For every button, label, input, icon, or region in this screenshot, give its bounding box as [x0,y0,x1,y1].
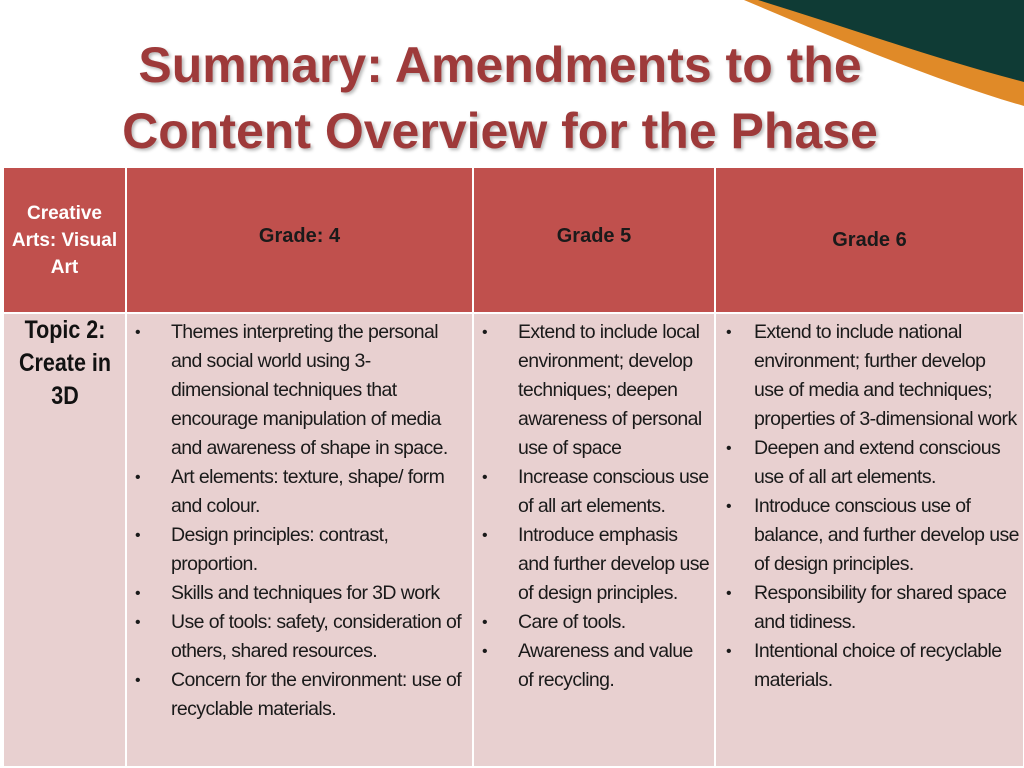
list-item [135,318,468,463]
bullet-icon: • [726,324,732,341]
bullet-icon: • [482,643,488,660]
bullet-icon: • [726,440,732,457]
bullet-icon: • [135,527,141,544]
bullet-icon: • [726,498,732,515]
list-item [726,579,1019,637]
list-item-text: Extend to include local environment; develop techniques; deepen awareness of personal use of space [518,321,702,459]
title-line-2: Content Overview for the Phase [122,103,878,159]
list-item-text: Design principles: contrast, proportion. [171,524,389,575]
list-item-text: Themes interpreting the personal and social world using 3-dimensional techniques that encourage manipulation of media and awareness of shape in space. [171,321,448,459]
subject-label: Creative Arts: Visual Art [11,202,118,278]
title-line-1: Summary: Amendments to the [138,37,862,93]
topic-label: Topic 2: Create in 3D [18,316,111,410]
grade-6-header [715,167,1024,313]
corner-header-cell [3,167,126,313]
list-item [726,637,1019,695]
bullet-icon: • [135,585,141,602]
grade-4-label: Grade: 4 [258,224,341,247]
bullet-icon: • [726,585,732,602]
content-overview-table [2,166,1024,768]
list-item [482,318,712,463]
list-item [726,318,1019,434]
bullet-icon: • [482,324,488,341]
topic-cell [3,313,126,767]
table-header-row [3,167,1024,313]
list-item [726,492,1019,579]
bullet-icon: • [482,614,488,631]
list-item [135,666,468,724]
bullet-icon: • [482,527,488,544]
list-item [135,463,468,521]
table-body-row [3,313,1024,767]
grade-6-label: Grade 6 [832,228,907,251]
bullet-icon: • [135,324,141,341]
list-item [135,579,468,608]
list-item-text: Deepen and extend conscious use of all art elements. [754,437,1001,488]
list-item-text: Introduce conscious use of balance, and further develop use of design principles. [754,495,1019,575]
grade-6-list [716,314,1023,695]
list-item-text: Intentional choice of recyclable materials. [754,640,1002,691]
grade-5-content-cell [473,313,715,767]
list-item-text: Use of tools: safety, consideration of others, shared resources. [171,611,462,662]
list-item [135,608,468,666]
list-item-text: Concern for the environment: use of recyclable materials. [171,669,462,720]
list-item-text: Art elements: texture, shape/ form and colour. [171,466,445,517]
bullet-icon: • [135,672,141,689]
list-item [482,637,712,695]
grade-6-content-cell [715,313,1024,767]
grade-4-content-cell [126,313,473,767]
list-item-text: Extend to include national environment; further develop use of media and techniques; properties of 3-dimensional work [754,321,1017,430]
list-item [482,463,712,521]
list-item-text: Responsibility for shared space and tidiness. [754,582,1007,633]
page-title [0,32,1000,164]
bullet-icon: • [482,469,488,486]
bullet-icon: • [726,643,732,660]
list-item [135,521,468,579]
grade-4-list [127,314,472,724]
grade-5-header [473,167,715,313]
bullet-icon: • [135,469,141,486]
list-item [482,608,712,637]
grade-4-header [126,167,473,313]
list-item-text: Increase conscious use of all art elements. [518,466,709,517]
bullet-icon: • [135,614,141,631]
list-item-text: Care of tools. [518,611,626,633]
grade-5-list [474,314,714,695]
grade-5-label: Grade 5 [556,224,632,247]
list-item-text: Skills and techniques for 3D work [171,582,440,604]
list-item [482,521,712,608]
list-item [726,434,1019,492]
list-item-text: Awareness and value of recycling. [518,640,693,691]
list-item-text: Introduce emphasis and further develop use of design principles. [518,524,710,604]
